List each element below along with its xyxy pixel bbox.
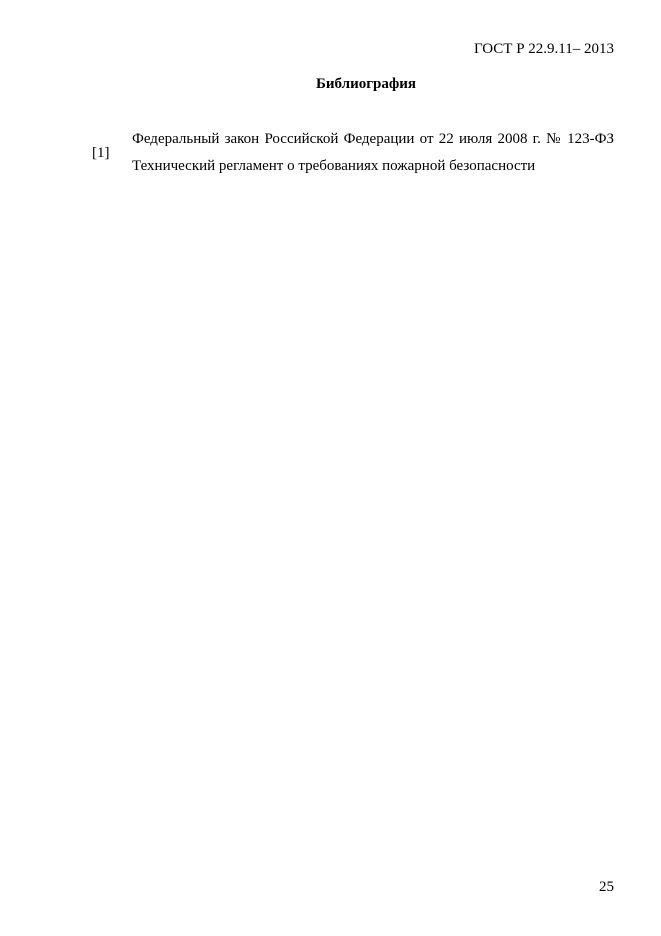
document-header-code: ГОСТ Р 22.9.11– 2013 bbox=[473, 41, 614, 57]
bibliography-entry bbox=[92, 126, 614, 180]
bibliography-entry-text: Федеральный закон Российской Федерации от 22 июля 2008 г. № 123-ФЗ Технический регламент о требованиях пожарной безопасности bbox=[132, 131, 614, 174]
bibliography-entry-number: [1] bbox=[92, 144, 110, 161]
page-number: 25 bbox=[599, 879, 614, 895]
bibliography-title: Библиография bbox=[315, 76, 417, 92]
